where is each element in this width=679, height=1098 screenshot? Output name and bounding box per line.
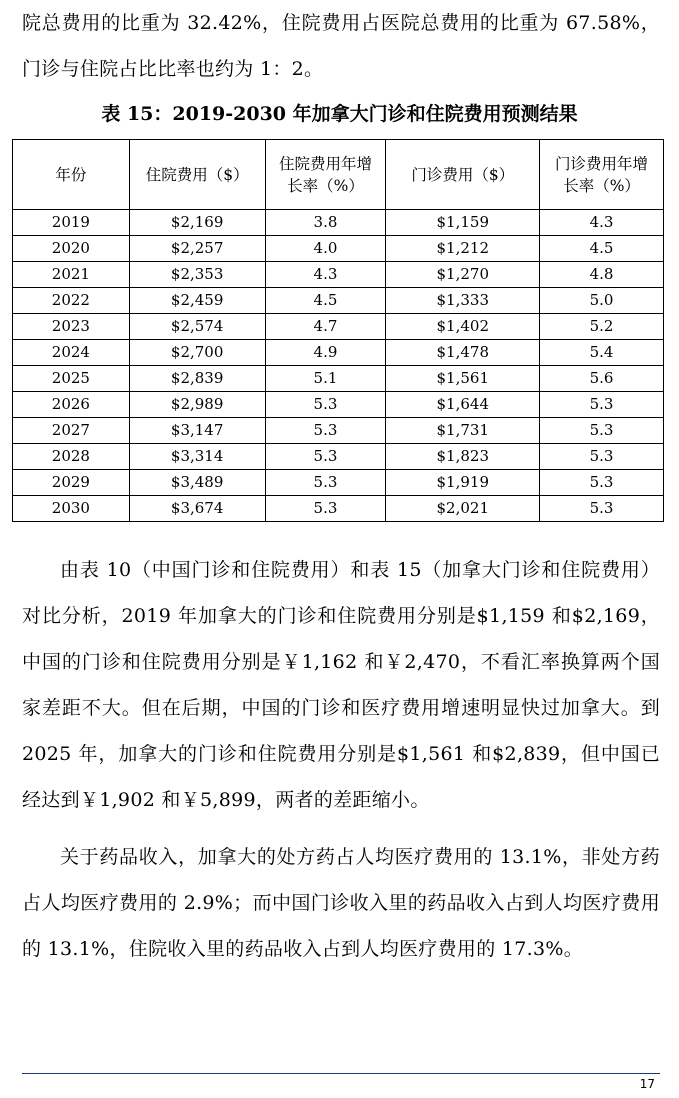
table-row [13,314,664,340]
table-row [13,496,664,522]
cell-year: 2022 [13,288,130,314]
table-header-row [13,140,664,210]
table-row [13,366,664,392]
cell-outpatient-cost: $1,212 [386,236,540,262]
header-inpatient-growth: 住院费用年增长率（%） [265,140,386,210]
cell-outpatient-cost: $2,021 [386,496,540,522]
table-row [13,236,664,262]
table-row [13,470,664,496]
cell-year: 2029 [13,470,130,496]
cell-outpatient-growth: 5.3 [540,444,664,470]
cell-inpatient-growth: 4.7 [265,314,386,340]
cell-outpatient-growth: 5.3 [540,392,664,418]
cell-outpatient-growth: 5.3 [540,470,664,496]
cell-year: 2019 [13,210,130,236]
paragraph-drug-income: 关于药品收入，加拿大的处方药占人均医疗费用的 13.1%，非处方药占人均医疗费用的 2.9%；而中国门诊收入里的药品收入占到人均医疗费用的 13.1%，住院收入里的药品收入占到人均医疗费用的 17.3%。 [22,846,660,960]
cell-year: 2023 [13,314,130,340]
cell-inpatient-cost: $2,353 [129,262,265,288]
cell-outpatient-growth: 4.3 [540,210,664,236]
cell-inpatient-growth: 4.5 [265,288,386,314]
cell-outpatient-growth: 5.0 [540,288,664,314]
cell-inpatient-growth: 4.3 [265,262,386,288]
cell-outpatient-growth: 4.5 [540,236,664,262]
cell-inpatient-cost: $2,169 [129,210,265,236]
cell-inpatient-cost: $3,314 [129,444,265,470]
cell-inpatient-cost: $3,147 [129,418,265,444]
cell-inpatient-cost: $3,489 [129,470,265,496]
cell-inpatient-growth: 5.3 [265,418,386,444]
cell-outpatient-cost: $1,402 [386,314,540,340]
cell-outpatient-cost: $1,270 [386,262,540,288]
cell-year: 2021 [13,262,130,288]
cell-year: 2030 [13,496,130,522]
cell-outpatient-growth: 5.4 [540,340,664,366]
cell-outpatient-cost: $1,731 [386,418,540,444]
cell-inpatient-cost: $2,839 [129,366,265,392]
table-row [13,340,664,366]
cell-inpatient-cost: $2,257 [129,236,265,262]
cell-outpatient-cost: $1,919 [386,470,540,496]
table-row [13,444,664,470]
cell-inpatient-growth: 5.3 [265,470,386,496]
header-year: 年份 [13,140,130,210]
cell-inpatient-growth: 4.9 [265,340,386,366]
cell-year: 2027 [13,418,130,444]
cell-inpatient-growth: 4.0 [265,236,386,262]
table-row [13,418,664,444]
cell-inpatient-growth: 5.3 [265,392,386,418]
cell-inpatient-growth: 5.3 [265,496,386,522]
paragraph-comparison: 由表 10（中国门诊和住院费用）和表 15（加拿大门诊和住院费用）对比分析，2019 年加拿大的门诊和住院费用分别是$1,159 和$2,169，中国的门诊和住院费用分别是￥1,162 和￥2,470，不看汇率换算两个国家差距不大。但在后期，中国的门诊和医疗费用增速明显快过加拿大。到 2025 年，加拿大的门诊和住院费用分别是$1,561 和$2,839，但中国已经达到￥1,902 和￥5,899，两者的差距缩小。 [22,559,660,811]
page-number: 17 [639,1077,655,1091]
header-outpatient-growth: 门诊费用年增长率（%） [540,140,664,210]
cell-outpatient-cost: $1,561 [386,366,540,392]
cell-year: 2020 [13,236,130,262]
cell-inpatient-growth: 3.8 [265,210,386,236]
cell-inpatient-cost: $2,989 [129,392,265,418]
cell-outpatient-cost: $1,644 [386,392,540,418]
cell-year: 2025 [13,366,130,392]
cell-outpatient-growth: 5.3 [540,418,664,444]
cell-inpatient-cost: $3,674 [129,496,265,522]
table-row [13,210,664,236]
cell-outpatient-cost: $1,823 [386,444,540,470]
cell-year: 2028 [13,444,130,470]
footer-divider [22,1073,660,1074]
forecast-table [12,139,664,522]
cell-inpatient-growth: 5.3 [265,444,386,470]
paragraph-intro: 院总费用的比重为 32.42%，住院费用占医院总费用的比重为 67.58%，门诊与住院占比比率也约为 1：2。 [22,12,660,80]
cell-inpatient-growth: 5.1 [265,366,386,392]
cell-outpatient-cost: $1,333 [386,288,540,314]
table-title: 表 15：2019-2030 年加拿大门诊和住院费用预测结果 [101,103,578,125]
cell-outpatient-growth: 4.8 [540,262,664,288]
header-outpatient-cost: 门诊费用（$） [386,140,540,210]
cell-outpatient-cost: $1,159 [386,210,540,236]
cell-outpatient-growth: 5.2 [540,314,664,340]
cell-outpatient-growth: 5.3 [540,496,664,522]
cell-inpatient-cost: $2,700 [129,340,265,366]
cell-outpatient-cost: $1,478 [386,340,540,366]
table-row [13,288,664,314]
table-row [13,392,664,418]
header-inpatient-cost: 住院费用（$） [129,140,265,210]
cell-inpatient-cost: $2,459 [129,288,265,314]
table-body [13,210,664,522]
cell-outpatient-growth: 5.6 [540,366,664,392]
cell-year: 2024 [13,340,130,366]
cell-year: 2026 [13,392,130,418]
table-row [13,262,664,288]
cell-inpatient-cost: $2,574 [129,314,265,340]
